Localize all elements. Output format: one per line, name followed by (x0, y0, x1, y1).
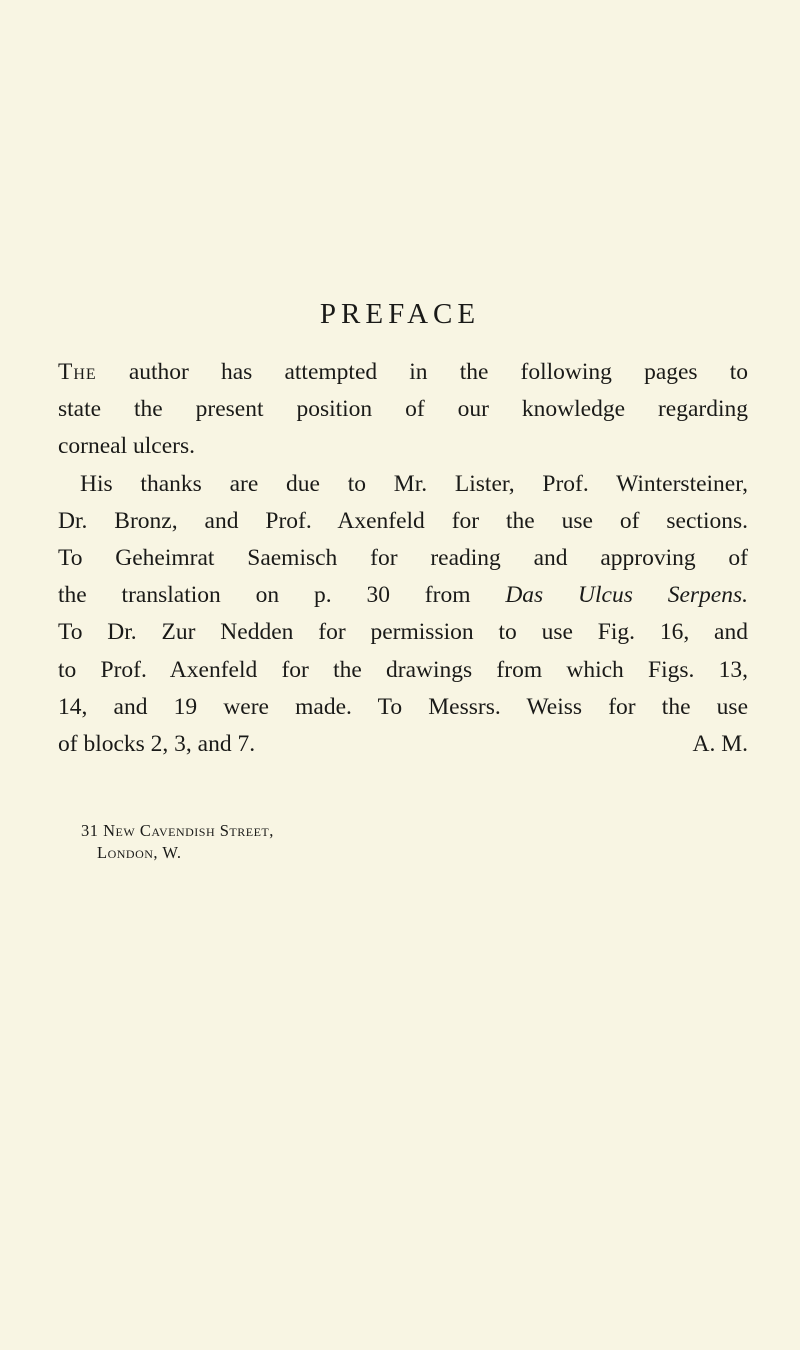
closing-line (58, 726, 748, 763)
paragraph-line (58, 354, 748, 391)
paragraph-line: to Prof. Axenfeld for the drawings from which Figs. 13, (58, 656, 748, 683)
paragraph-line: 14, and 19 were made. To Messrs. Weiss for the use (58, 693, 748, 720)
page-title: PREFACE (319, 298, 481, 330)
address-block (81, 820, 274, 864)
paragraph-line: To Dr. Zur Nedden for permission to use Fig. 16, and (58, 619, 748, 646)
paragraph-line: Dr. Bronz, and Prof. Axenfeld for the use of sections. (58, 507, 748, 534)
paragraph-line (58, 577, 748, 614)
paragraph-line: corneal ulcers. (58, 433, 196, 460)
address-line-2: London, W. (97, 843, 182, 862)
paragraph-text: the translation on p. 30 from (58, 582, 506, 609)
lead-word: The (58, 359, 97, 385)
closing-text: of blocks 2, 3, and 7. (58, 731, 256, 758)
preface-body (58, 354, 748, 763)
paragraph-line: His thanks are due to Mr. Lister, Prof. Wintersteiner, (80, 470, 748, 497)
paragraph-line: To Geheimrat Saemisch for reading and approving of (58, 545, 748, 572)
address-line-1: 31 New Cavendish Street, (81, 821, 274, 840)
paragraph-text: author has attempted in the following pages to (96, 359, 748, 385)
paragraph-line: state the present position of our knowledge regarding (58, 396, 748, 423)
author-signature: A. M. (692, 731, 748, 758)
italic-title: Das Ulcus Serpens. (505, 582, 748, 609)
